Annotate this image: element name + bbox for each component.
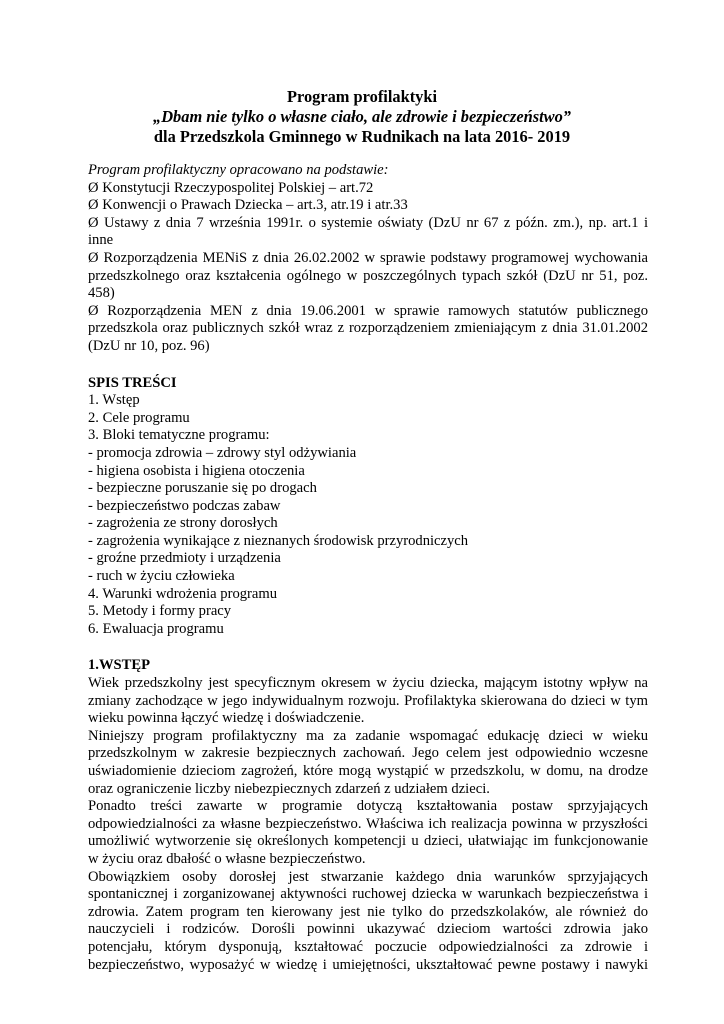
toc-item: 2. Cele programu [88, 409, 190, 426]
toc-heading: SPIS TREŚCI [88, 374, 177, 391]
toc-item: - promocja zdrowia – zdrowy styl odżywiania [88, 444, 357, 461]
paragraph-line: Ponadto treści zawarte w programie dotyczą kształtowania postaw sprzyjających [88, 798, 648, 815]
basis-intro: Program profilaktyczny opracowano na podstawie: [88, 162, 389, 178]
paragraph-line: wieku powinna łączyć wiedzę i doświadczenie. [88, 710, 365, 727]
toc-item: - zagrożenia wynikające z nieznanych środowisk przyrodniczych [88, 532, 469, 549]
section-paragraphs [88, 675, 648, 974]
title-line-1: Program profilaktyki [286, 87, 438, 106]
paragraph-line: odpowiedzialności za własne bezpieczeństwo. Właściwa ich realizacja powinna w przyszłości [88, 815, 648, 832]
basis-line: (DzU nr 10, poz. 96) [88, 337, 210, 354]
title-line-3: dla Przedszkola Gminnego w Rudnikach na lata 2016- 2019 [153, 127, 571, 146]
toc-item: - groźne przedmioty i urządzenia [88, 550, 281, 567]
paragraph-line: w życiu oraz dbałość o własne bezpieczeństwo. [88, 850, 366, 867]
paragraph-line: spontanicznej i zorganizowanej aktywności ruchowej dziecka w warunkach bezpieczeństwa i [88, 886, 648, 903]
paragraph-line: potencjału, którym dysponują, kształtować poczucie odpowiedzialności za zdrowie i [88, 938, 648, 955]
toc-item: 6. Ewaluacja programu [88, 620, 224, 637]
basis-line: Ø Ustawy z dnia 7 września 1991r. o systemie oświaty (DzU nr 67 z późn. zm.), np. art.1 i [88, 214, 648, 231]
basis-line: inne [88, 232, 114, 249]
toc-list [88, 392, 648, 638]
toc-item: - bezpieczeństwo podczas zabaw [88, 497, 281, 514]
paragraph-line: Wiek przedszkolny jest specyficznym okresem w życiu dziecka, mającym istotny wpływ na [88, 675, 648, 692]
paragraph-line: zmiany zachodzące w jego indywidualnym rozwoju. Profilaktyka skierowana do dzieci w tym [88, 692, 648, 709]
paragraph-line: Obowiązkiem osoby dorosłej jest stwarzanie każdego dnia warunków sprzyjających [88, 868, 648, 885]
paragraph-line: umożliwić wytworzenie się określonych kompetencji u dzieci, ułatwiając im funkcjonowanie [88, 833, 648, 850]
toc-item: 5. Metody i formy pracy [88, 603, 232, 620]
paragraph-line: zdrowia. Zatem program ten kierowany jest nie tylko do przedszkolaków, ale również do [88, 903, 648, 920]
paragraph-line: bezpieczeństwo, wyposażyć w wiedzę i umiejętności, ukształtować pewne postawy i nawyki [88, 956, 648, 973]
basis-line: Ø Konstytucji Rzeczypospolitej Polskiej – art.72 [88, 179, 374, 196]
basis-line: Ø Rozporządzenia MEN z dnia 19.06.2001 w sprawie ramowych statutów publicznego [88, 302, 648, 319]
toc-item: - zagrożenia ze strony dorosłych [88, 515, 278, 532]
toc-item: 4. Warunki wdrożenia programu [88, 585, 278, 602]
toc-item: 3. Bloki tematyczne programu: [88, 427, 270, 444]
basis-line: 458) [88, 285, 115, 302]
toc-item: 1. Wstęp [88, 392, 140, 409]
paragraph-line: nauczycieli i rodziców. Dorośli powinni ukazywać dzieciom wartości zdrowia jako [88, 921, 648, 938]
document-body [88, 162, 648, 974]
basis-list [88, 180, 648, 356]
document-title [0, 87, 724, 147]
toc-item: - ruch w życiu człowieka [88, 568, 235, 585]
paragraph-line: przedszkolnym w zakresie bezpiecznych zachowań. Jego celem jest odpowiednio wczesne [88, 745, 648, 762]
paragraph-line: Niniejszy program profilaktyczny ma za zadanie wspomagać edukację dzieci w wieku [88, 727, 648, 744]
paragraph-line: uświadomienie dzieciom zagrożeń, które mogą wystąpić w przedszkolu, w domu, na drodze [88, 763, 648, 779]
section-heading: 1.WSTĘP [88, 657, 151, 674]
toc-item: - higiena osobista i higiena otoczenia [88, 462, 305, 479]
title-line-2: „Dbam nie tylko o własne ciało, ale zdrowie i bezpieczeństwo” [153, 107, 571, 126]
toc-item: - bezpieczne poruszanie się po drogach [88, 480, 317, 497]
basis-line: Ø Konwencji o Prawach Dziecka – art.3, atr.19 i atr.33 [88, 197, 408, 214]
basis-line: Ø Rozporządzenia MENiS z dnia 26.02.2002 w sprawie podstawy programowej wychowania [88, 249, 648, 266]
basis-line: przedszkola oraz publicznych szkół wraz z rozporządzeniem zmieniającym z dnia 31.01.2002 [88, 320, 648, 337]
paragraph-line: oraz ograniczenie liczby niebezpiecznych zdarzeń z udziałem dzieci. [88, 780, 490, 797]
basis-line: przedszkolnego oraz kształcenia ogólnego w poszczególnych typach szkół (DzU nr 51, poz. [88, 267, 648, 284]
